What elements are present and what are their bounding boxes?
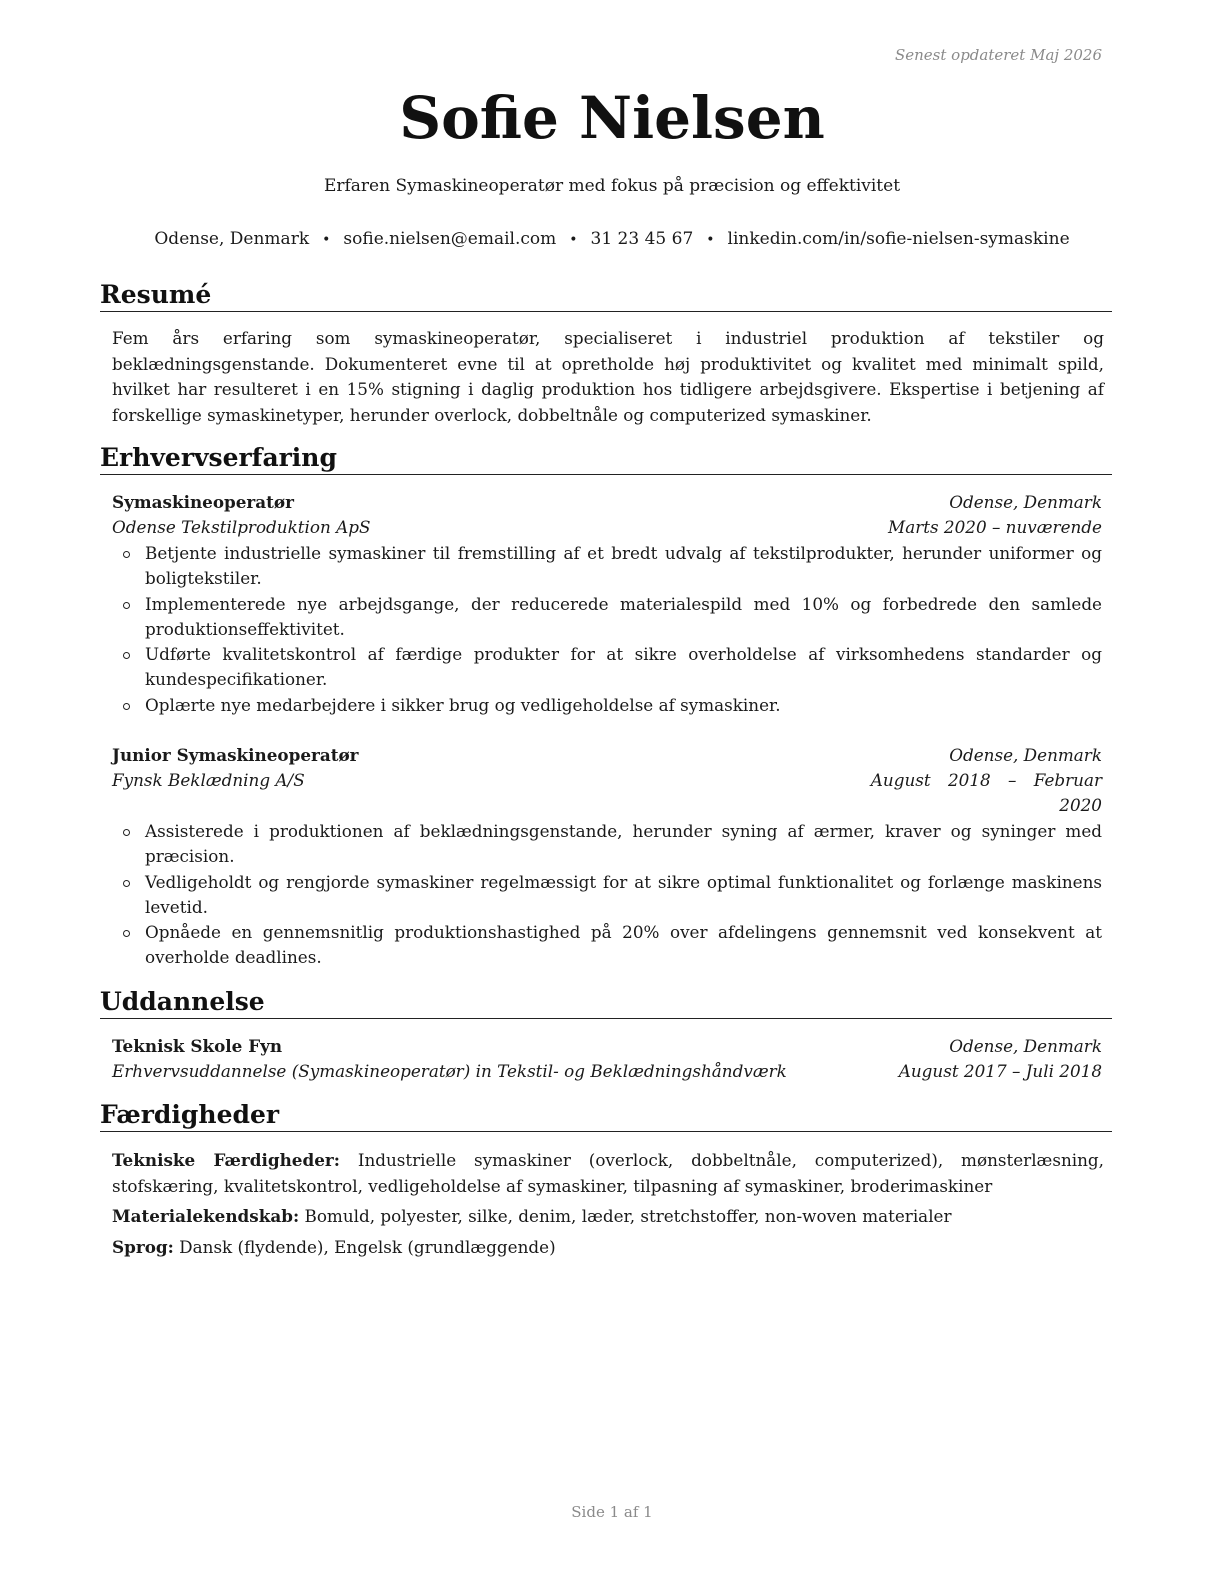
- education-degree: Erhvervsuddannelse (Symaskineoperatør) in Tekstil- og Beklædningshåndværk: [112, 1061, 787, 1081]
- skill-item-languages: [112, 1235, 1104, 1261]
- page-number: Side 1 af 1: [571, 1503, 653, 1521]
- education-header: [112, 1034, 1102, 1059]
- skill-value: Bomuld, polyester, silke, denim, læder, stretchstoffer, non-woven materialer: [304, 1206, 952, 1226]
- job-header: [112, 743, 1102, 768]
- bullet-icon: [123, 551, 130, 558]
- job-company: Fynsk Beklædning A/S: [112, 770, 305, 790]
- list-item: Vedligeholdt og rengjorde symaskiner regelmæssigt for at sikre optimal funktionalitet og forlænge maskinens levetid.: [112, 870, 1102, 921]
- contact-line: [0, 229, 1224, 249]
- contact-location: Odense, Denmark: [154, 229, 310, 249]
- last-updated-note: Senest opdateret Maj 2026: [894, 46, 1102, 64]
- job-subheader: [112, 515, 1102, 540]
- job-location: Odense, Denmark: [949, 745, 1102, 765]
- bullet-icon: [123, 652, 130, 659]
- job-company: Odense Tekstilproduktion ApS: [112, 517, 371, 537]
- headline-tagline: Erfaren Symaskineoperatør med fokus på præcision og effektivitet: [323, 176, 901, 196]
- skill-label: Tekniske Færdigheder:: [112, 1150, 340, 1170]
- skill-value: Dansk (flydende), Engelsk (grundlæggende): [179, 1237, 556, 1257]
- list-item: Betjente industrielle symaskiner til fremstilling af et bredt udvalg af tekstilprodukter, herunder uniformer og boligtekstiler.: [112, 541, 1102, 592]
- education-dates: August 2017 – Juli 2018: [898, 1061, 1102, 1081]
- summary-text: Fem års erfaring som symaskineoperatør, specialiseret i industriel produktion af tekstiler og beklædningsgenstande. Dokumenteret evne til at opretholde høj produktivitet og kvalitet med minimalt spild, hvilket har resulteret i en 15% stigning i daglig produktion hos tidligere arbejdsgivere. Ekspertise i betjening af forskellige symaskinetyper, herunder overlock, dobbeltnåle og computerized symaskiner.: [112, 328, 1104, 425]
- contact-separator: •: [322, 232, 331, 248]
- skill-item-materials: [112, 1204, 1104, 1230]
- section-title-summary: Resumé: [100, 280, 1112, 312]
- job-dates: Marts 2020 – nuværende: [888, 517, 1102, 537]
- contact-email[interactable]: sofie.nielsen@email.com: [343, 229, 557, 249]
- list-item: Oplærte nye medarbejdere i sikker brug og vedligeholdelse af symaskiner.: [112, 693, 1102, 718]
- skill-label: Materialekendskab:: [112, 1206, 300, 1226]
- contact-linkedin[interactable]: linkedin.com/in/sofie-nielsen-symaskine: [727, 229, 1070, 249]
- job-location: Odense, Denmark: [949, 492, 1102, 512]
- contact-separator: •: [706, 232, 715, 248]
- job-role: Symaskineoperatør: [112, 492, 294, 512]
- bullet-icon: [123, 703, 130, 710]
- job-dates: August 2018 – Februar: [870, 770, 1102, 790]
- section-title-education: Uddannelse: [100, 987, 1112, 1019]
- contact-phone[interactable]: 31 23 45 67: [590, 229, 694, 249]
- job-subheader-cont: [112, 793, 1102, 818]
- job-header: [112, 490, 1102, 515]
- job-dates-cont: 2020: [1059, 795, 1102, 815]
- list-item: Implementerede nye arbejdsgange, der reducerede materialespild med 10% og forbedrede den samlede produktionseffektivitet.: [112, 592, 1102, 643]
- education-school: Teknisk Skole Fyn: [112, 1036, 283, 1056]
- job-bullets: [112, 541, 1102, 718]
- skill-value: Industrielle symaskiner (overlock, dobbeltnåle, computerized), mønsterlæsning, stofskæring, kvalitetskontrol, vedligeholdelse af symaskiner, tilpasning af symaskiner, broderimaskiner: [112, 1150, 1105, 1196]
- education-subheader: [112, 1059, 1102, 1084]
- list-item: Assisterede i produktionen af beklædningsgenstande, herunder syning af ærmer, kraver og syninger med præcision.: [112, 819, 1102, 870]
- job-role: Junior Symaskineoperatør: [112, 745, 359, 765]
- skill-label: Sprog:: [112, 1237, 174, 1257]
- section-title-experience: Erhvervserfaring: [100, 443, 1112, 475]
- education-location: Odense, Denmark: [949, 1036, 1102, 1056]
- bullet-icon: [123, 602, 130, 609]
- job-subheader: [112, 768, 1102, 793]
- list-item: Udførte kvalitetskontrol af færdige produkter for at sikre overholdelse af virksomhedens standarder og kundespecifikationer.: [112, 642, 1102, 693]
- bullet-icon: [123, 880, 130, 887]
- list-item: Opnåede en gennemsnitlig produktionshastighed på 20% over afdelingens gennemsnit ved konsekvent at overholde deadlines.: [112, 920, 1102, 971]
- bullet-icon: [123, 930, 130, 937]
- contact-separator: •: [569, 232, 578, 248]
- candidate-name: Sofie Nielsen: [399, 84, 825, 152]
- skill-item-technical: [112, 1148, 1104, 1199]
- job-bullets: [112, 819, 1102, 971]
- section-title-skills: Færdigheder: [100, 1100, 1112, 1132]
- bullet-icon: [123, 829, 130, 836]
